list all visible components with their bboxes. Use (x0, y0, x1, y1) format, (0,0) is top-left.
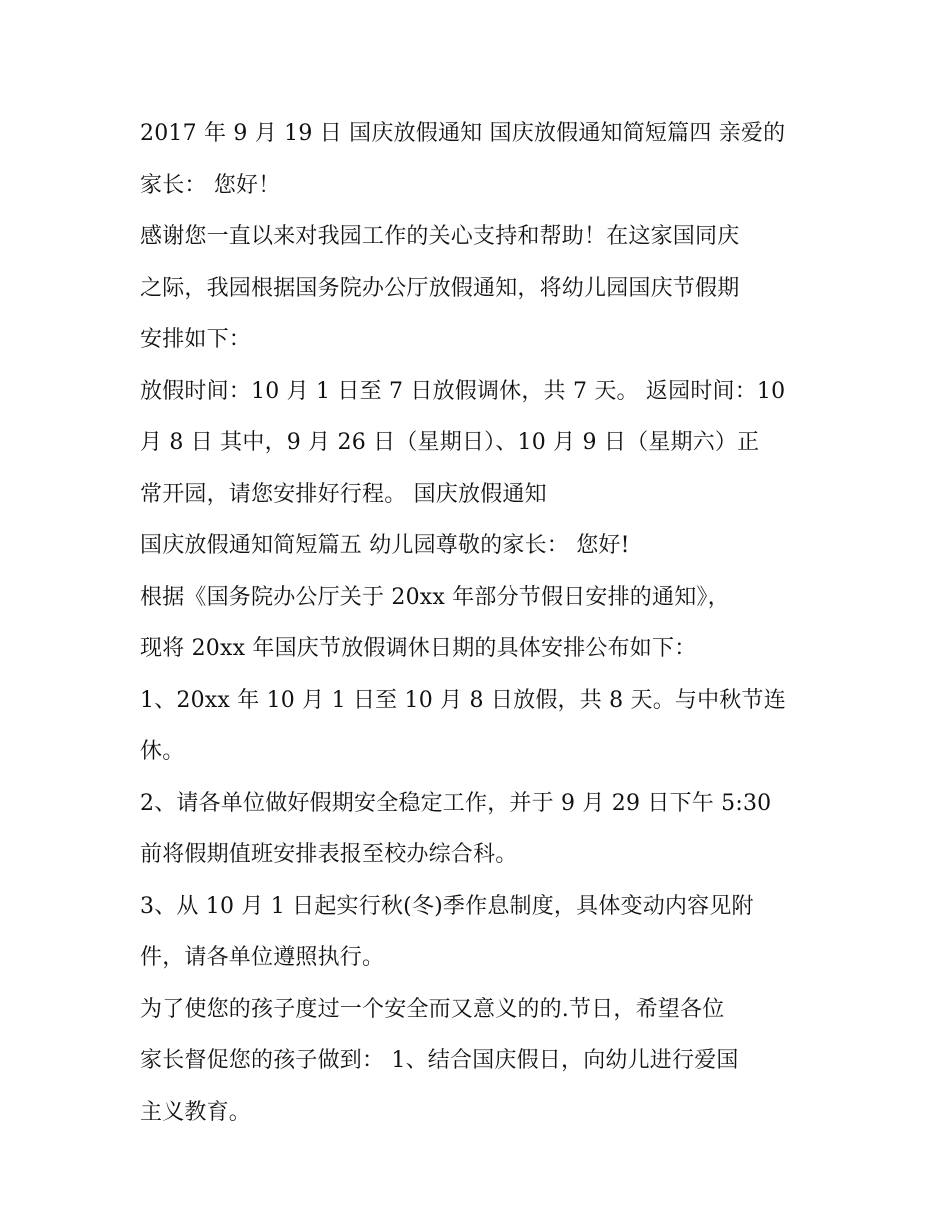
text-line: 之际，我园根据国务院办公厅放假通知，将幼儿园国庆节假期 (140, 275, 740, 301)
text-line: 休。 (140, 739, 185, 764)
text-line: 1、20xx 年 10 月 1 日至 10 月 8 日放假，共 8 天。与中秋节连 (140, 687, 786, 713)
text-line: 3、从 10 月 1 日起实行秋(冬)季作息制度，具体变动内容见附 (140, 893, 754, 919)
text-line: 现将 20xx 年国庆节放假调休日期的具体安排公布如下： (140, 636, 697, 661)
text-line: 感谢您一直以来对我园工作的关心支持和帮助！在这家国同庆 (140, 224, 740, 249)
text-line: 2017 年 9 月 19 日 国庆放假通知 国庆放假通知简短篇四 亲爱的 (140, 121, 786, 146)
document-body (140, 108, 820, 1138)
text-line: 主义教育。 (140, 1099, 252, 1125)
text-line: 根据《国务院办公厅关于 20xx 年部分节假日安排的通知》， (140, 584, 730, 610)
text-line: 家长督促您的孩子做到： 1、结合国庆假日，向幼儿进行爱国 (140, 1048, 739, 1073)
text-line: 安排如下： (140, 327, 252, 352)
text-line: 国庆放假通知简短篇五 幼儿园尊敬的家长： 您好! (140, 533, 630, 558)
text-line: 前将假期值班安排表报至校办综合科。 (140, 842, 518, 867)
text-line: 为了使您的孩子度过一个安全而又意义的的.节日，希望各位 (140, 996, 725, 1022)
text-line: 月 8 日 其中，9 月 26 日（星期日）、10 月 9 日（星期六）正 (140, 430, 760, 455)
text-line: 常开园，请您安排好行程。 国庆放假通知 (140, 481, 547, 507)
text-line: 家长： 您好！ (140, 172, 281, 198)
text-line: 放假时间：10 月 1 日至 7 日放假调休，共 7 天。 返园时间：10 (140, 378, 786, 404)
text-line: 件，请各单位遵照执行。 (140, 945, 385, 970)
text-line: 2、请各单位做好假期安全稳定工作，并于 9 月 29 日下午 5:30 (140, 790, 772, 816)
